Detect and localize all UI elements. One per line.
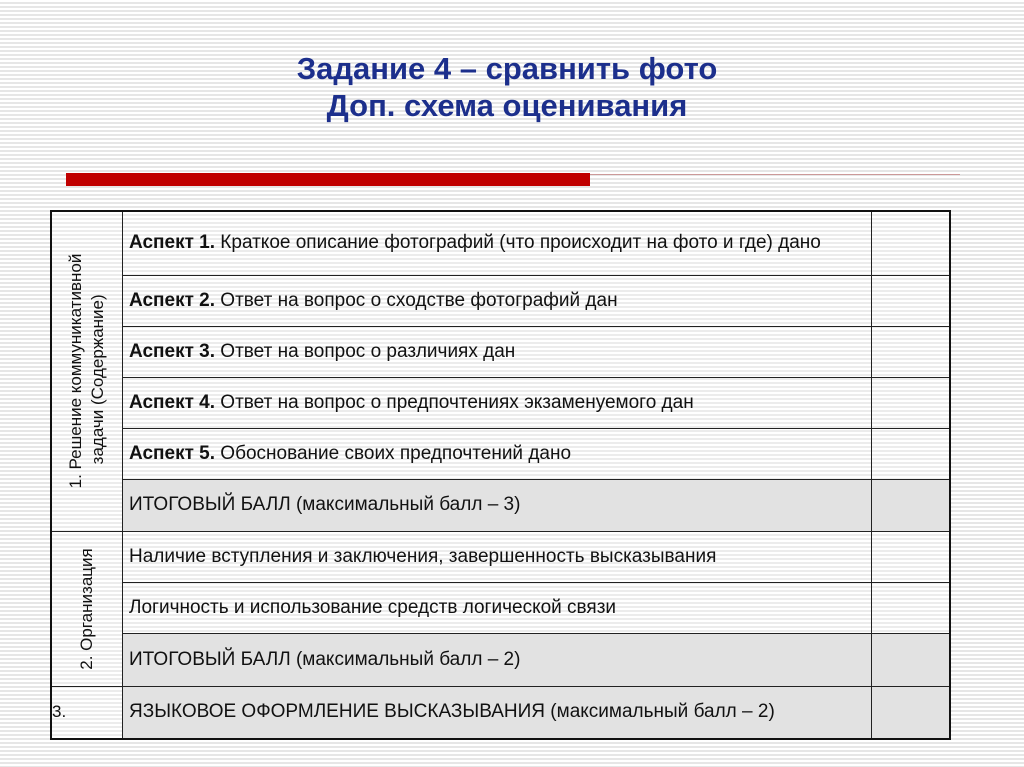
divider-line (590, 174, 960, 175)
total-row (51, 633, 950, 686)
criterion-cell (123, 275, 872, 326)
total-cell: ИТОГОВЫЙ БАЛЛ (максимальный балл – 2) (123, 633, 872, 686)
score-cell[interactable] (872, 479, 951, 531)
scoring-table (50, 210, 951, 740)
total-cell: ИТОГОВЫЙ БАЛЛ (максимальный балл – 3) (123, 479, 872, 531)
score-cell[interactable] (872, 531, 951, 582)
aspect-label: Аспект 5. (129, 442, 216, 464)
table-row (51, 211, 950, 275)
score-cell[interactable] (872, 211, 951, 275)
score-cell[interactable] (872, 686, 951, 739)
criterion-cell: Наличие вступления и заключения, завершенность высказывания (123, 531, 872, 582)
criterion-cell (123, 428, 872, 479)
score-cell[interactable] (872, 326, 951, 377)
aspect-text: Ответ на вопрос о сходстве фотографий дан (215, 289, 618, 311)
table-row (51, 326, 950, 377)
table-row (51, 377, 950, 428)
aspect-label: Аспект 1. (129, 232, 216, 254)
aspect-label: Аспект 3. (129, 340, 216, 362)
criterion-cell (123, 211, 872, 275)
table-row (51, 582, 950, 633)
score-cell[interactable] (872, 633, 951, 686)
total-row (51, 686, 950, 739)
aspect-text: Ответ на вопрос о различиях дан (215, 340, 516, 362)
section-3-label: 3. (51, 686, 123, 739)
criterion-cell (123, 377, 872, 428)
score-cell[interactable] (872, 275, 951, 326)
score-cell[interactable] (872, 582, 951, 633)
accent-bar (66, 173, 590, 186)
table-row (51, 531, 950, 582)
section-label-line: 1. Решение коммуникативной (66, 253, 85, 489)
aspect-text: Ответ на вопрос о предпочтениях экзаменуемого дан (215, 391, 694, 413)
aspect-text: Обоснование своих предпочтений дано (215, 442, 572, 464)
aspect-label: Аспект 2. (129, 289, 216, 311)
criterion-cell: Логичность и использование средств логической связи (123, 582, 872, 633)
aspect-label: Аспект 4. (129, 391, 216, 413)
title-line-1: Задание 4 – сравнить фото (296, 51, 718, 86)
score-cell[interactable] (872, 428, 951, 479)
table-row (51, 428, 950, 479)
title-line-2: Доп. схема оценивания (326, 88, 688, 123)
section-label-line: задачи (Содержание) (88, 294, 107, 465)
section-2-label (51, 531, 123, 686)
score-cell[interactable] (872, 377, 951, 428)
section-label-line: 2. Организация (77, 547, 96, 670)
total-cell: ЯЗЫКОВОЕ ОФОРМЛЕНИЕ ВЫСКАЗЫВАНИЯ (максимальный балл – 2) (123, 686, 872, 739)
table-row (51, 275, 950, 326)
criterion-cell (123, 326, 872, 377)
aspect-text: Краткое описание фотографий (что происходит на фото и где) дано (215, 232, 821, 254)
section-1-label (51, 211, 123, 531)
total-row (51, 479, 950, 531)
slide-title (0, 50, 1014, 124)
